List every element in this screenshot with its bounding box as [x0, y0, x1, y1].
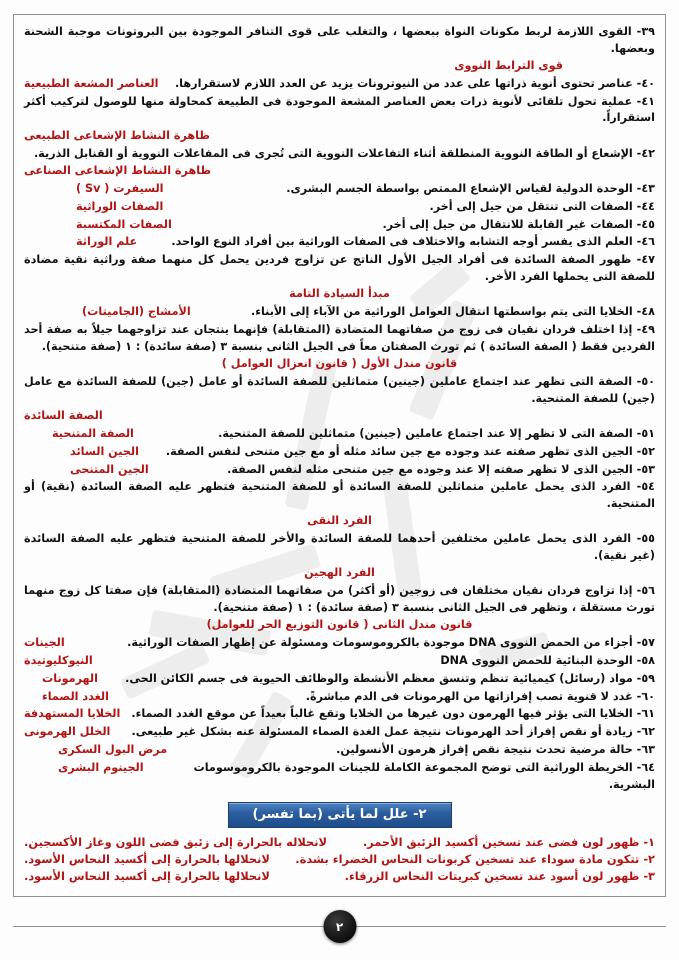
definition-number: ٦١- — [636, 707, 655, 721]
definition-number: ٥٤- — [636, 480, 655, 494]
explain-question: ظهور لون أسود عند تسخين كبريتات النحاس الزرقاء. — [344, 869, 640, 884]
explain-item — [24, 852, 655, 866]
definition-text: العلم الذى يفسر أوجه التشابه والاختلاف فى الصفات الوراثية بين أفراد النوع الواحد. — [171, 235, 633, 249]
definition-item — [24, 304, 655, 321]
definition-text: الجين الذى تظهر صفته عند وجوده مع جين سائد مثله أو مع جين متنحى لنفس الصفة. — [165, 444, 633, 458]
definition-text: الصفة التى لا تظهر إلا عند اجتماع عاملين (جينين) متماثلين للصفة المتنحية. — [218, 426, 633, 440]
definition-answer: قانون مندل الأول ( قانون انعزال العوامل ) — [221, 357, 458, 371]
definition-item — [24, 181, 655, 198]
page-number-badge: ٢ — [323, 910, 356, 943]
definition-item — [24, 671, 655, 688]
explain-item — [24, 869, 655, 883]
definition-text: أجزاء من الحمض النووى DNA موجودة بالكروموسومات ومسئولة عن إظهار الصفات الوراثية. — [127, 636, 633, 650]
definition-item — [24, 479, 655, 512]
definition-text: الفرد الذى يحمل عاملين مختلفين أحدهما للصفة السائدة والأخر للصفة المتنحية فتظهر عليه الصفة السائدة (غير نقية). — [24, 532, 655, 562]
definition-item — [24, 24, 655, 57]
definition-item — [24, 146, 655, 163]
definition-answer: ظاهرة النشاط الإشعاعى الصناعى — [24, 164, 211, 178]
definition-answer: الخلايا المستهدفة — [24, 707, 121, 721]
definition-answer: مرض البول السكرى — [58, 742, 168, 756]
definition-answer: الغدد الصماء — [42, 689, 109, 703]
definition-item — [24, 689, 655, 706]
definition-number: ٥٧- — [636, 636, 655, 650]
definition-number: ٤٢- — [636, 146, 655, 160]
definition-number: ٦٢- — [636, 725, 655, 739]
definition-number: ٤٧- — [636, 253, 655, 267]
definition-number: ٥٥- — [636, 532, 655, 546]
definition-answer: الجينوم البشرى — [58, 760, 144, 774]
definition-text: عملية تحول تلقائى لأنوية ذرات بعض العناصر المشعة الموجودة فى الطبيعة كمحاولة منها للوصول لتركيب أكثر استقراراً. — [24, 94, 655, 125]
definition-item — [24, 635, 655, 652]
explain-number: ١- — [643, 835, 655, 850]
definition-answer: الهرمونات — [42, 671, 98, 685]
explain-answer: لانحلالها بالحرارة إلى أكسيد النحاس الأسود. — [24, 852, 270, 867]
definition-text: الخريطة الوراثية التى توضح المجموعة الكاملة للجينات الموجودة بالكروموسومات البشرية. — [193, 760, 655, 791]
definition-number: ٥٨- — [636, 653, 655, 667]
definition-item — [24, 234, 655, 251]
definition-answer: قوى الترابط النووى — [454, 59, 563, 73]
explain-number: ٢- — [643, 852, 655, 867]
definition-answer: النيوكليوتيدة — [24, 653, 93, 667]
definition-item — [24, 76, 655, 93]
definitions-sheet — [13, 14, 666, 897]
definition-number: ٤٥- — [636, 217, 655, 231]
definition-number: ٤١- — [636, 94, 655, 108]
definition-answer: قانون مندل الثانى ( قانون التوزيع الحر للعوامل) — [206, 618, 473, 632]
definition-number: ٤٠- — [636, 76, 655, 90]
definition-text: الوحدة الدولية لقياس الإشعاع الممتص بواسطة الجسم البشرى. — [286, 182, 633, 196]
definition-answer: الفرد الهجين — [304, 566, 375, 580]
definition-item — [24, 374, 655, 407]
definition-number: ٤٦- — [636, 235, 655, 249]
definition-item — [24, 653, 655, 670]
definition-answer: الخلل الهرمونى — [24, 725, 111, 739]
definition-item — [24, 199, 655, 216]
definition-text: الإشعاع أو الطاقة النووية المنطلقة أثناء التفاعلات النووية التى تُجرى فى المفاعلات النووية أو القنابل الذرية. — [33, 146, 633, 160]
definition-answer: ظاهرة النشاط الإشعاعى الطبيعى — [24, 128, 210, 142]
definition-text: الخلايا التى يتم بواسطتها انتقال العوامل الوراثية من الآباء إلى الأبناء. — [250, 305, 633, 319]
definition-number: ٤٨- — [636, 305, 655, 319]
definition-answer: علم الوراثة — [76, 235, 138, 249]
definition-number: ٤٩- — [636, 323, 655, 337]
definition-item — [24, 583, 655, 616]
definition-text: إذا تزاوج فردان نقيان مختلفان فى زوجين (أو أكثر) من صفاتهما المتضادة (المتقابلة) فإن صفتا كل زوج منهما تورث مستقلة ، وتظهر فى الجيل الثانى بنسبة ٣ (صفة سائدة) : ١ (صفة متنحية). — [24, 584, 655, 614]
definition-number: ٥٢- — [636, 444, 655, 458]
definition-answer: مبدأ السيادة التامة — [289, 287, 390, 301]
definition-number: ٥٦- — [636, 584, 655, 598]
definition-item — [24, 444, 655, 461]
definition-text: عناصر تحتوى أنوية ذراتها على عدد من النيوترونات يزيد عن العدد اللازم لاستقرارها. — [174, 76, 633, 90]
definition-answer: السيفرت ( Sv ) — [76, 182, 164, 196]
definition-text: الفرد الذى يحمل عاملين متماثلين للصفة السائدة أو للصفة المتنحية فتظهر عليه الصفة السائدة (نقية) أو المتنحية. — [24, 480, 655, 510]
definition-item — [24, 426, 655, 443]
definition-item — [24, 742, 655, 759]
definition-number: ٥٩- — [636, 671, 655, 685]
definition-number: ٦٣- — [636, 742, 655, 756]
definition-answer: الجين السائد — [70, 444, 139, 458]
definition-item — [24, 94, 655, 127]
definition-answer: الصفة المتنحية — [52, 426, 134, 440]
definition-text: إذا اختلف فردان نقيان فى زوج من صفاتهما المتضادة (المتقابلة) فإنهما ينتجان عند تزاوجهما جيلاً به صفة أحد الفردين فقط ( الصفة السائدة ) ثم تورث الصفتان معاً فى الجيل الثانى بنسبة ٣ (صفة سائدة) : ١ (صفة متنحية). — [24, 323, 655, 353]
definition-item — [24, 706, 655, 723]
definition-text: ظهور الصفة السائدة فى أفراد الجيل الأول الناتج عن تزاوج فردين يحمل كل منهما صفة وراثية نقية مضادة للصفة التى يحملها الفرد الأخر. — [24, 253, 655, 283]
explain-item — [24, 835, 655, 849]
definition-item — [24, 724, 655, 741]
explain-answer: لانحلالها بالحرارة إلى أكسيد النحاس الأسود. — [24, 869, 270, 884]
definition-answer: الصفة السائدة — [24, 409, 103, 423]
definition-item — [24, 217, 655, 234]
definition-answer: الصفات الوراثية — [76, 199, 164, 213]
definition-answer: الفرد النقى — [307, 514, 372, 528]
definition-text: الصفة التى تظهر عند اجتماع عاملين (جينين) متماثلين للصفة السائدة أو عامل (جين) للصفة السائدة مع عامل (جين) للصفة المتنحية. — [24, 374, 655, 405]
definition-answer: الأمشاج (الجاميتات) — [82, 305, 191, 319]
explain-number: ٣- — [643, 869, 655, 884]
definition-text: الوحدة البنائية للحمض النووى DNA — [440, 653, 633, 667]
definition-number: ٣٩- — [636, 25, 655, 38]
definition-text: مواد (رسائل) كيميائية تنظم وتنسق معظم الأنشطة والوظائف الحيوية فى جسم الكائن الحى. — [125, 671, 633, 685]
definition-answer: العناصر المشعة الطبيعية — [24, 76, 159, 90]
definition-text: زيادة أو نقص إفراز أحد الهرمونات نتيجة عمل الغدة الصماء المسئولة عنه بشكل غير طبيعى. — [131, 725, 633, 739]
definition-item — [24, 252, 655, 285]
definition-number: ٤٤- — [636, 199, 655, 213]
definition-text: القوى اللازمة لربط مكونات النواة ببعضها ، والتغلب على قوى التنافر الموجودة بين البروتونات موجبة الشحنة وبعضها. — [24, 25, 655, 55]
definition-text: الصفات التى تنتقل من جيل إلى أخر. — [429, 199, 633, 213]
definition-answer: الصفات المكتسبة — [76, 217, 172, 231]
definition-text: الجين الذى لا تظهر صفته إلا عند وجوده مع جين متنحى مثله لنفس الصفة. — [227, 462, 633, 476]
section-two-heading: ٢- علل لما يأتى (بما تفسر) — [228, 802, 452, 828]
definition-answer: الجين المتنحى — [70, 462, 149, 476]
definition-number: ٦٠- — [636, 689, 655, 703]
definition-item — [24, 760, 655, 794]
definition-item — [24, 531, 655, 564]
explain-answer: لانحلاله بالحرارة إلى زئبق فضى اللون وغاز الأكسجين. — [24, 835, 327, 850]
definition-text: الخلايا التى يؤثر فيها الهرمون دون غيرها من الخلايا وتقع غالباً بعيداً عن موقع الغدد الصماء. — [131, 707, 633, 721]
definition-number: ٦٤- — [636, 760, 655, 774]
definition-number: ٥٣- — [636, 462, 655, 476]
explain-question: ظهور لون فضى عند تسخين أكسيد الزئبق الأحمر. — [362, 835, 640, 850]
definition-number: ٥٠- — [636, 374, 655, 388]
definition-item — [24, 322, 655, 355]
definition-number: ٥١- — [636, 426, 655, 440]
definition-text: حالة مرضية تحدث نتيجة نقص إفراز هرمون الأنسولين. — [336, 742, 633, 756]
definition-item — [24, 462, 655, 479]
definition-answer: الجينات — [24, 636, 65, 650]
explain-question: تتكون مادة سوداء عند تسخين كربونات النحاس الخضراء بشدة. — [295, 852, 640, 867]
definition-number: ٤٣- — [636, 182, 655, 196]
definition-text: غدد لا قنوية تصب إفرازاتها من الهرمونات فى الدم مباشرةً. — [305, 689, 633, 703]
definition-text: الصفات غير القابلة للانتقال من جيل إلى أخر. — [382, 217, 633, 231]
